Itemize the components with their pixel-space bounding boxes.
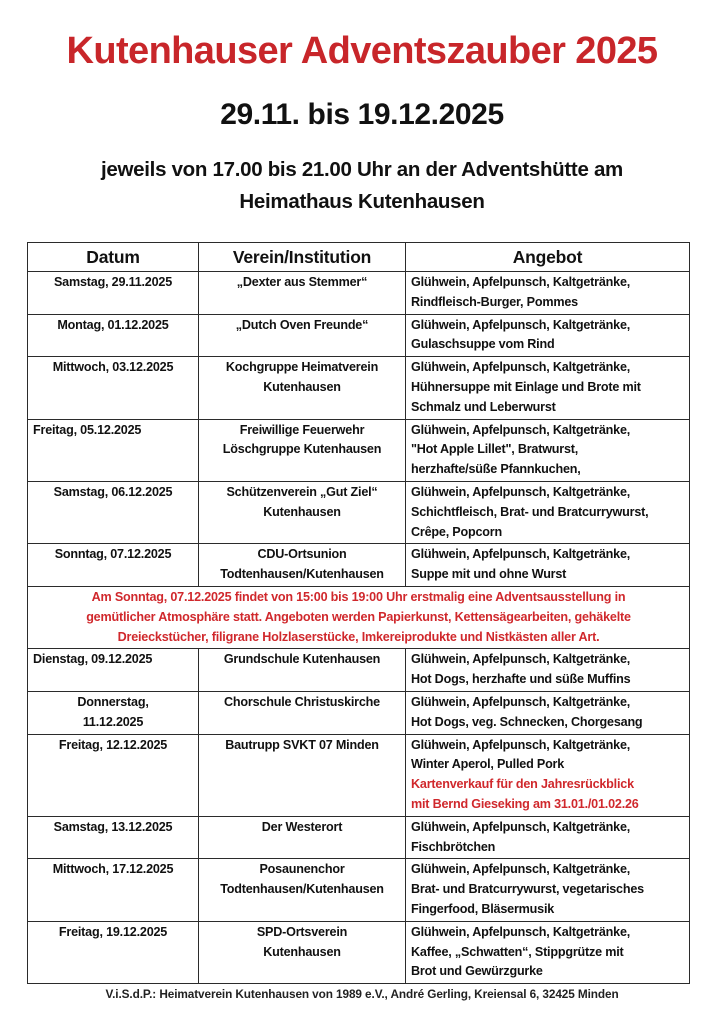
organization-text: Todtenhausen/Kutenhausen	[220, 882, 384, 897]
cell-organization	[199, 544, 406, 587]
notice-row	[28, 586, 690, 648]
organization-text: Bautrupp SVKT 07 Minden	[225, 737, 379, 752]
cell-offer	[406, 481, 690, 543]
organization-text: Grundschule Kutenhausen	[223, 652, 381, 667]
cell-offer	[406, 734, 690, 816]
offer-text: Glühwein, Apfelpunsch, Kaltgetränke,	[411, 547, 631, 562]
cell-organization	[199, 357, 406, 419]
subtitle	[0, 154, 724, 218]
offer-text: Glühwein, Apfelpunsch, Kaltgetränke,	[411, 694, 631, 709]
table-row	[28, 481, 690, 543]
column-header-date: Datum	[28, 243, 199, 272]
offer-text: Suppe mit und ohne Wurst	[411, 567, 567, 582]
cell-organization	[199, 921, 406, 983]
offer-text: Glühwein, Apfelpunsch, Kaltgetränke,	[411, 422, 631, 437]
cell-offer	[406, 314, 690, 357]
organization-text: Löschgruppe Kutenhausen	[222, 442, 382, 457]
offer-text: Brot und Gewürzgurke	[411, 964, 543, 979]
table-row	[28, 816, 690, 859]
subtitle-line: Heimathaus Kutenhausen	[239, 190, 485, 213]
offer-highlight-text: mit Bernd Gieseking am 31.01./01.02.26	[411, 796, 639, 811]
offer-text: Fischbrötchen	[411, 839, 496, 854]
notice-text: Am Sonntag, 07.12.2025 findet von 15:00 bis 19:00 Uhr erstmalig eine Adventsausstellung in	[91, 589, 626, 604]
date-text: Freitag, 12.12.2025	[58, 737, 168, 752]
cell-organization	[199, 272, 406, 315]
date-text: Sonntag, 07.12.2025	[54, 547, 172, 562]
organization-text: „Dutch Oven Freunde“	[235, 317, 369, 332]
date-text: Freitag, 19.12.2025	[58, 924, 168, 939]
cell-date	[28, 272, 199, 315]
offer-text: Kaffee, „Schwatten“, Stippgrütze mit	[411, 944, 624, 959]
date-text: Samstag, 29.11.2025	[53, 275, 173, 289]
organization-text: Posaunenchor	[259, 862, 345, 877]
table-row	[28, 544, 690, 587]
cell-date	[28, 921, 199, 983]
offer-text: Brat- und Bratcurrywurst, vegetarisches	[411, 882, 644, 897]
cell-date	[28, 357, 199, 419]
date-text: Freitag, 05.12.2025	[33, 422, 142, 437]
cell-date	[28, 649, 199, 692]
cell-date	[28, 481, 199, 543]
cell-date	[28, 691, 199, 734]
table-row	[28, 357, 690, 419]
offer-text: Schmalz und Leberwurst	[411, 399, 556, 414]
organization-text: Chorschule Christuskirche	[224, 694, 380, 709]
offer-text: "Hot Apple Lillet", Bratwurst,	[411, 442, 579, 457]
cell-offer	[406, 272, 690, 315]
exhibition-notice	[28, 586, 690, 648]
offer-text: Glühwein, Apfelpunsch, Kaltgetränke,	[411, 819, 631, 834]
schedule-table	[27, 242, 690, 984]
offer-text: Glühwein, Apfelpunsch, Kaltgetränke,	[411, 737, 631, 752]
offer-text: Glühwein, Apfelpunsch, Kaltgetränke,	[411, 862, 631, 877]
cell-offer	[406, 544, 690, 587]
cell-date	[28, 314, 199, 357]
schedule-body	[28, 272, 690, 984]
date-text: Mittwoch, 03.12.2025	[52, 360, 174, 375]
offer-text: Crêpe, Popcorn	[411, 524, 502, 539]
column-header-organization: Verein/Institution	[199, 243, 406, 272]
organization-text: Kutenhausen	[263, 379, 341, 394]
organization-text: „Dexter aus Stemmer“	[236, 275, 368, 289]
organization-text: SPD-Ortsverein	[256, 924, 348, 939]
organization-text: CDU-Ortsunion	[257, 547, 347, 562]
organization-text: Kutenhausen	[263, 944, 341, 959]
organization-text: Schützenverein „Gut Ziel“	[226, 484, 378, 499]
notice-text: gemütlicher Atmosphäre statt. Angeboten werden Papierkunst, Kettensägearbeiten, gehäkelte	[86, 609, 631, 624]
table-row	[28, 419, 690, 481]
offer-text: Hot Dogs, herzhafte und süße Muffins	[411, 672, 631, 687]
column-header-offer: Angebot	[406, 243, 690, 272]
organization-text: Der Westerort	[261, 819, 343, 834]
date-text: Dienstag, 09.12.2025	[33, 652, 153, 667]
cell-offer	[406, 921, 690, 983]
cell-date	[28, 816, 199, 859]
offer-text: Glühwein, Apfelpunsch, Kaltgetränke,	[411, 317, 631, 332]
offer-text: herzhafte/süße Pfannkuchen,	[411, 462, 581, 477]
table-row	[28, 921, 690, 983]
cell-organization	[199, 734, 406, 816]
date-text: Samstag, 13.12.2025	[53, 819, 173, 834]
cell-organization	[199, 859, 406, 921]
cell-organization	[199, 314, 406, 357]
cell-offer	[406, 649, 690, 692]
offer-text: Glühwein, Apfelpunsch, Kaltgetränke,	[411, 484, 631, 499]
cell-offer	[406, 859, 690, 921]
cell-date	[28, 419, 199, 481]
table-row	[28, 649, 690, 692]
table-row	[28, 691, 690, 734]
offer-text: Winter Aperol, Pulled Pork	[411, 757, 565, 772]
imprint-footer: V.i.S.d.P.: Heimatverein Kutenhausen von 1989 e.V., André Gerling, Kreiensal 6, 32425 Minden	[105, 987, 619, 1001]
offer-text: Hot Dogs, veg. Schnecken, Chorgesang	[411, 714, 643, 729]
table-header-row	[28, 243, 690, 272]
cell-offer	[406, 357, 690, 419]
table-row	[28, 734, 690, 816]
table-row	[28, 272, 690, 315]
offer-text: Glühwein, Apfelpunsch, Kaltgetränke,	[411, 360, 631, 375]
offer-text: Hühnersuppe mit Einlage und Brote mit	[411, 379, 641, 394]
cell-organization	[199, 691, 406, 734]
offer-highlight-text: Kartenverkauf für den Jahresrückblick	[411, 777, 634, 792]
cell-offer	[406, 419, 690, 481]
table-row	[28, 859, 690, 921]
date-text: Donnerstag,	[77, 694, 149, 709]
offer-text: Fingerfood, Bläsermusik	[411, 901, 555, 916]
table-row	[28, 314, 690, 357]
date-range: 29.11. bis 19.12.2025	[220, 98, 504, 131]
cell-offer	[406, 816, 690, 859]
offer-text: Glühwein, Apfelpunsch, Kaltgetränke,	[411, 924, 631, 939]
cell-organization	[199, 419, 406, 481]
date-text: Samstag, 06.12.2025	[53, 484, 173, 499]
organization-text: Kochgruppe Heimatverein	[225, 360, 379, 375]
notice-text: Dreieckstücher, filigrane Holzlaserstücke, Imkereiprodukte und Nistkästen aller Art.	[117, 629, 600, 644]
offer-text: Glühwein, Apfelpunsch, Kaltgetränke,	[411, 652, 631, 667]
offer-text: Schichtfleisch, Brat- und Bratcurrywurst,	[411, 504, 649, 519]
cell-date	[28, 544, 199, 587]
cell-organization	[199, 816, 406, 859]
organization-text: Kutenhausen	[263, 504, 341, 519]
organization-text: Todtenhausen/Kutenhausen	[220, 567, 384, 582]
cell-offer	[406, 691, 690, 734]
organization-text: Freiwillige Feuerwehr	[239, 422, 365, 437]
page-title: Kutenhauser Adventszauber 2025	[66, 30, 658, 72]
cell-organization	[199, 649, 406, 692]
date-text: 11.12.2025	[82, 714, 144, 729]
subtitle-line: jeweils von 17.00 bis 21.00 Uhr an der Adventshütte am	[101, 158, 623, 181]
offer-text: Rindfleisch-Burger, Pommes	[411, 294, 578, 309]
cell-organization	[199, 481, 406, 543]
cell-date	[28, 859, 199, 921]
cell-date	[28, 734, 199, 816]
offer-text: Gulaschsuppe vom Rind	[411, 337, 555, 352]
offer-text: Glühwein, Apfelpunsch, Kaltgetränke,	[411, 275, 631, 289]
date-text: Mittwoch, 17.12.2025	[52, 862, 174, 877]
date-text: Montag, 01.12.2025	[57, 317, 169, 332]
